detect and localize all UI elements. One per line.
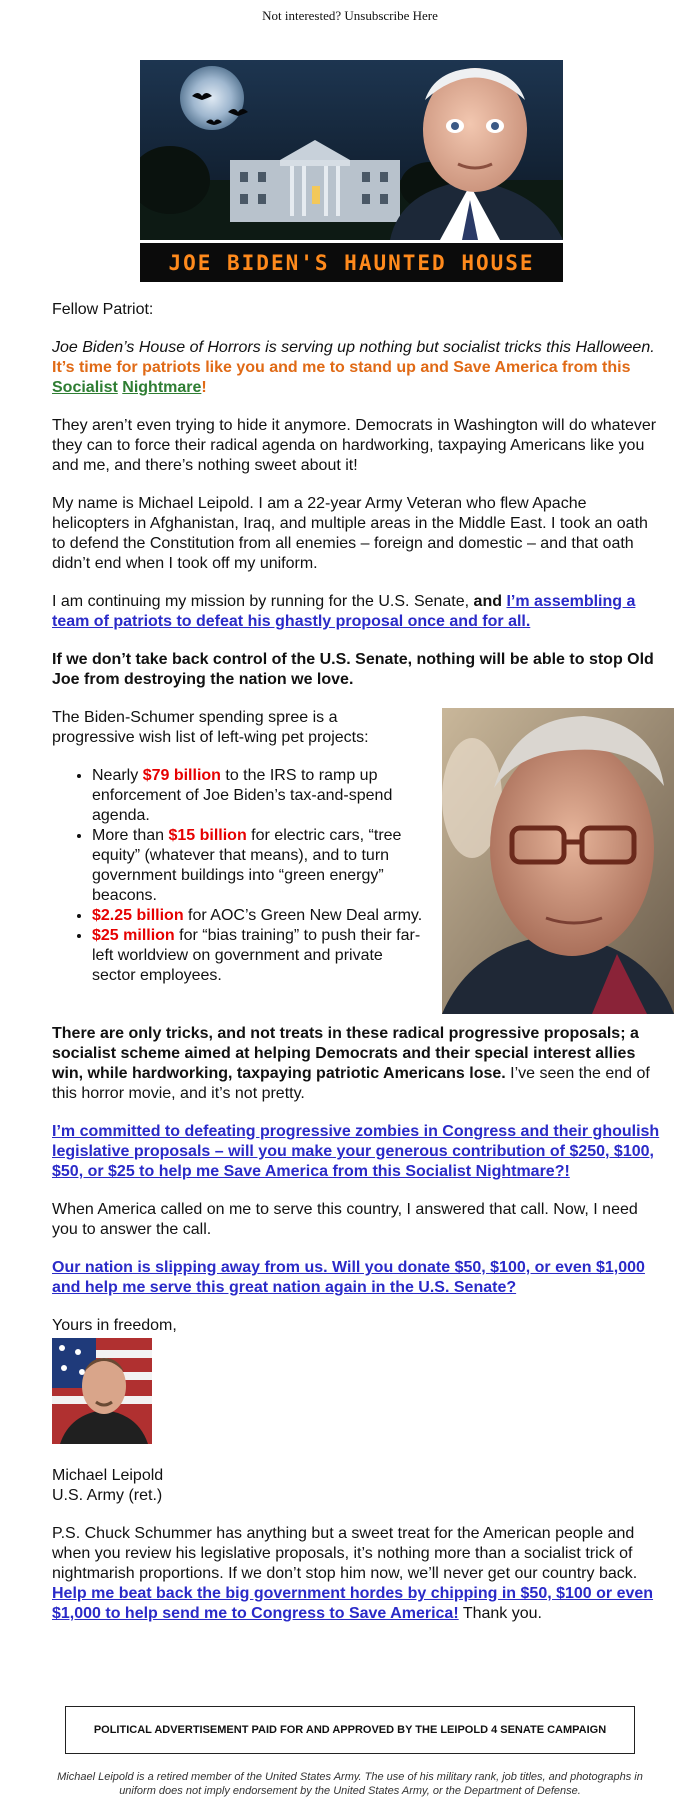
military-disclaimer: Michael Leipold is a retired member of the United States Army. The use of his military rank, job titles, and photographs in uniform does not imply endorsement by the United States Army, or the Department of Defense.: [57, 1771, 643, 1797]
signature: [52, 1466, 662, 1506]
tricks-bold: There are only tricks, and not treats in these radical progressive proposals; a socialist scheme aimed at helping Democrats and their special interest allies win, while hardworking, taxpaying patriotic Americans lose.: [52, 1025, 639, 1082]
spending-item-post: for AOC’s Green New Deal army.: [183, 907, 423, 924]
nightmare-word: Nightmare: [122, 379, 202, 396]
greeting: Fellow Patriot:: [52, 301, 154, 318]
spending-amount: $25 million: [92, 927, 175, 944]
closing: Yours in freedom,: [52, 1317, 177, 1334]
ps-thank-you: Thank you.: [458, 1605, 542, 1622]
paragraph-tricks: [52, 1024, 662, 1104]
paragraph-answer-call: When America called on me to serve this country, I answered that call. Now, I need you to answer the call.: [52, 1201, 638, 1238]
paragraph-democrats: They aren’t even trying to hide it anymore. Democrats in Washington will do whatever they can to force their radical agenda on hardworking, taxpaying Americans like you and me, and there’s nothing sweet about it!: [52, 417, 657, 474]
hero-banner-title: JOE BIDEN'S HAUNTED HOUSE: [168, 250, 535, 275]
paragraph-senate-warning: If we don’t take back control of the U.S. Senate, nothing will be able to stop Old Joe from destroying the nation we love.: [52, 651, 654, 688]
unsubscribe-prefix: Not interested?: [262, 8, 342, 23]
socialist-word: Socialist: [52, 379, 118, 396]
spending-item-pre: Nearly: [92, 767, 143, 784]
spending-item-post: for “bias training” to push their far-left worldview on government and private sector employees.: [92, 927, 421, 984]
donate-link-ps[interactable]: Help me beat back the big government hordes by chipping in $50, $100 or even $1,000 to help send me to Congress to Save America!: [52, 1585, 654, 1622]
signer-name: Michael Leipold: [52, 1467, 164, 1484]
postscript: [52, 1524, 662, 1624]
donate-link-committed[interactable]: I’m committed to defeating progressive zombies in Congress and their ghoulish legislative proposals – will you make your generous contribution of $250, $100, $50, or $25 to help me Save America from this Socialist Nightmare?!: [52, 1123, 660, 1180]
tricks-rest: I’ve seen the end of this horror movie, and it’s not pretty.: [52, 1065, 650, 1102]
intro-exclaim: !: [201, 379, 207, 396]
spending-item-pre: More than: [92, 827, 169, 844]
spending-amount: $2.25 billion: [92, 907, 184, 924]
spending-amount: $79 billion: [142, 767, 221, 784]
ps-text: P.S. Chuck Schummer has anything but a sweet treat for the American people and when you review his legislative proposals, it’s nothing more than a socialist trick of nightmarish proportions. If we don’t stop him now, we’ll never get our country back.: [52, 1525, 638, 1582]
unsubscribe-bar: [0, 0, 700, 30]
paragraph-mission: [52, 592, 662, 632]
spending-amount: $15 billion: [168, 827, 247, 844]
spending-item-post: to the IRS to ramp up enforcement of Joe Biden’s tax-and-spend agenda.: [92, 767, 393, 824]
paragraph-bio: My name is Michael Leipold. I am a 22-year Army Veteran who flew Apache helicopters in Afghanistan, Iraq, and multiple areas in the Middle East. I took an oath to defend the Constitution from all enemies – foreign and domestic – and that oath didn’t end when I took off my uniform.: [52, 495, 648, 572]
signer-title: U.S. Army (ret.): [52, 1487, 163, 1504]
paragraph-spending-spree: The Biden-Schumer spending spree is a progressive wish list of left-wing pet projects:: [52, 709, 369, 746]
intro-italic: Joe Biden’s House of Horrors is serving up nothing but socialist tricks this Halloween.: [52, 339, 655, 356]
donate-link-nation[interactable]: Our nation is slipping away from us. Will you donate $50, $100, or even $1,000 and help me serve this great nation again in the U.S. Senate?: [52, 1259, 645, 1296]
intro-paragraph: [52, 338, 662, 398]
hero-banner: [140, 240, 563, 282]
unsubscribe-link[interactable]: Unsubscribe Here: [344, 8, 438, 23]
paragraph-nation: [52, 1258, 662, 1298]
paragraph-committed: [52, 1122, 662, 1182]
mission-text: I am continuing my mission by running for the U.S. Senate,: [52, 593, 470, 610]
spending-item-post: for electric cars, “tree equity” (whatever that means), and to turn government buildings into “green energy” beacons.: [92, 827, 402, 904]
paid-for-disclaimer: POLITICAL ADVERTISEMENT PAID FOR AND APPROVED BY THE LEIPOLD 4 SENATE CAMPAIGN: [65, 1706, 635, 1754]
email-body: [52, 300, 662, 1642]
leipold-photo: [52, 1338, 152, 1444]
team-of-patriots-link[interactable]: I’m assembling a team of patriots to defeat his ghastly proposal once and for all.: [52, 593, 636, 630]
intro-orange-text: It’s time for patriots like you and me to stand up and Save America from this: [52, 359, 631, 376]
haunted-house-illustration: [140, 60, 563, 240]
hero-image[interactable]: [140, 60, 563, 282]
mission-and: and: [473, 593, 502, 610]
schumer-photo: [442, 708, 674, 1014]
